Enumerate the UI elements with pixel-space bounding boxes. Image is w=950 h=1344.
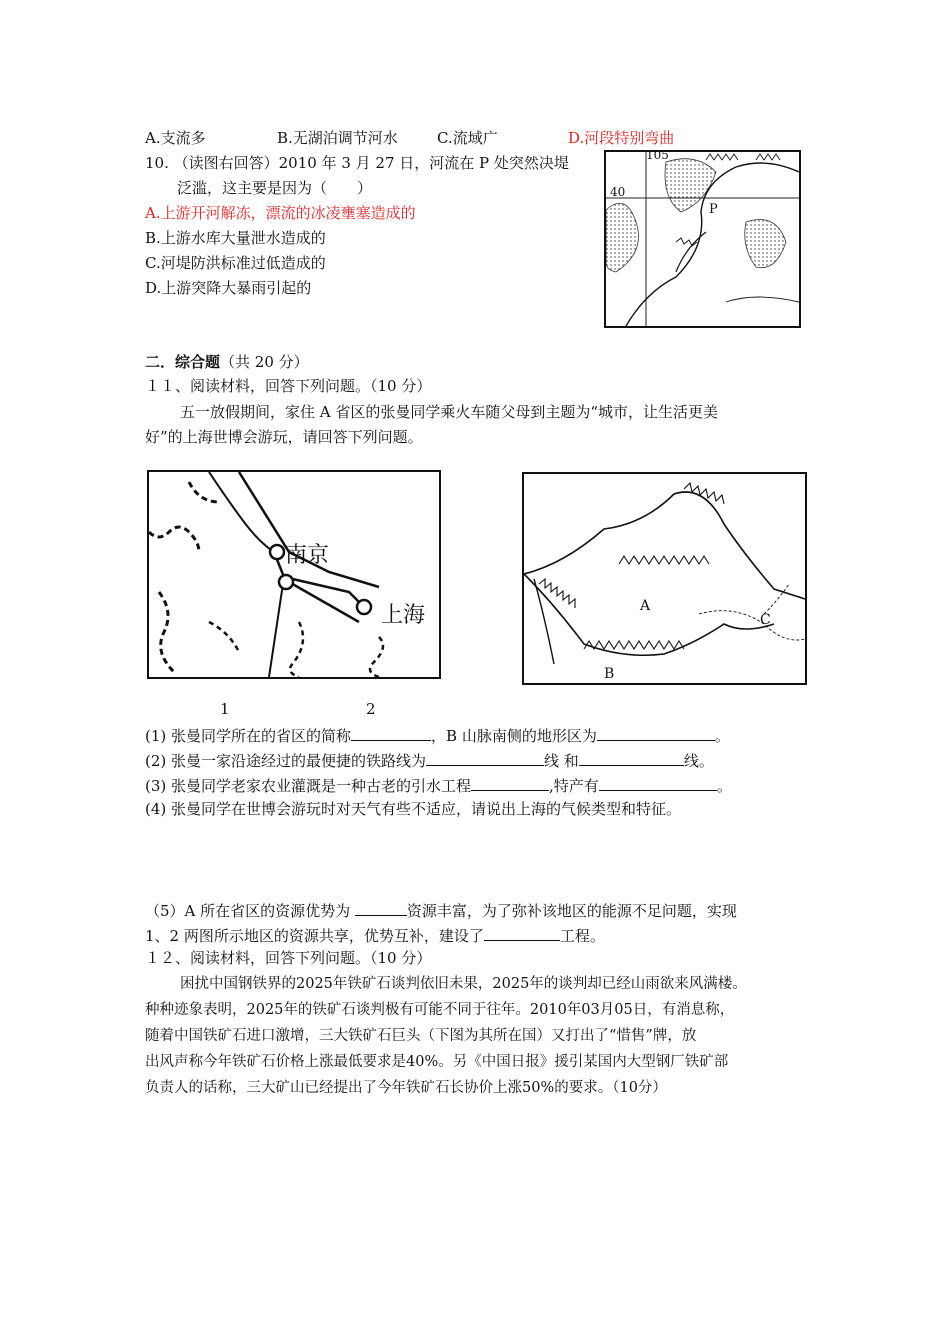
- q10-option-c: C.河堤防洪标准过低造成的: [145, 254, 326, 272]
- q11-sub3-text-c: 。: [716, 777, 732, 795]
- q11-map-1-drawing: [149, 472, 439, 677]
- q12-line2: 种种迹象表明，2025年的铁矿石谈判极有可能不同于往年。2010年03月05日，有消息称，: [145, 1002, 735, 1018]
- q11-map2-label-a: A: [640, 598, 651, 614]
- q9-option-b: B.无湖泊调节河水: [277, 129, 398, 147]
- q10-option-a: A.上游开河解冻，漂流的冰凌壅塞造成的: [145, 204, 416, 222]
- q11-sub4: (4) 张曼同学在世博会游玩时对天气有些不适应，请说出上海的气候类型和特征。: [145, 800, 682, 818]
- q12-line4: 出风声称今年铁矿石价格上涨最低要求是40%。另《中国日报》援引某国内大型钢厂铁矿部: [145, 1054, 729, 1070]
- q11-sub3-blank-1[interactable]: [471, 774, 549, 791]
- q12-line3: 随着中国铁矿石进口激增，三大铁矿石巨头（下图为其所在国）又打出了“惜售”牌，放: [145, 1028, 697, 1044]
- q12-heading: １２、阅读材料，回答下列问题。（10 分）: [145, 949, 432, 967]
- q11-sub1-text-c: 。: [714, 727, 730, 745]
- q11-sub5-blank-1[interactable]: [355, 899, 407, 916]
- q10-map-label-105: 105: [646, 148, 669, 162]
- q11-sub2-blank-1[interactable]: [426, 749, 544, 766]
- q11-sub2-text-a: (2) 张曼一家沿途经过的最便捷的铁路线为: [145, 752, 427, 770]
- q10-map-drawing: [606, 152, 799, 326]
- q11-sub2-blank-2[interactable]: [579, 749, 684, 766]
- q11-map2-label-c: C: [760, 612, 771, 628]
- q11-sub3: [145, 774, 732, 796]
- q11-sub1-blank-1[interactable]: [351, 724, 431, 741]
- q11-material-line1: 五一放假期间，家住 A 省区的张曼同学乘火车随父母到主题为“城市，让生活更美: [180, 403, 719, 421]
- q11-sub1-text-b: ，B 山脉南侧的地形区为: [431, 727, 597, 745]
- q10-map-label-40: 40: [610, 185, 626, 199]
- q11-sub2-text-b: 线 和: [544, 752, 579, 770]
- q12-line5: 负责人的话称，三大矿山已经提出了今年铁矿石长协价上涨50%的要求。（10分）: [145, 1080, 667, 1096]
- q11-sub1: [145, 724, 730, 746]
- q11-sub5-text-d: 工程。: [559, 927, 605, 945]
- q11-sub2-text-c: 线。: [683, 752, 714, 770]
- q11-map-2-drawing: [524, 474, 805, 683]
- q10-option-d: D.上游突降大暴雨引起的: [145, 279, 312, 297]
- section2-title-text: 二．综合题: [145, 353, 221, 371]
- q10-stem-line2: 泛滥，这主要是因为（ ）: [177, 179, 373, 197]
- q11-sub5-text-a: （5）A 所在省区的资源优势为: [145, 902, 355, 920]
- q9-option-a: A.支流多: [145, 129, 206, 147]
- q11-map1-number: 1: [220, 700, 230, 718]
- q11-map2-number: 2: [366, 700, 376, 718]
- q11-map-2: [522, 472, 807, 685]
- q11-heading: １１、阅读材料，回答下列问题。（10 分）: [145, 377, 432, 395]
- q11-map2-label-b: B: [604, 666, 615, 682]
- q9-option-c: C.流域广: [437, 129, 498, 147]
- q11-sub3-text-a: (3) 张曼同学老家农业灌溉是一种古老的引水工程: [145, 777, 472, 795]
- q10-stem-line1: 10. （读图右回答）2010 年 3 月 27 日，河流在 P 处突然决堤: [145, 154, 569, 172]
- q11-sub5-text-c: 1、2 两图所示地区的资源共享，优势互补，建设了: [145, 927, 484, 945]
- q12-line1: 困扰中国钢铁界的2025年铁矿石谈判依旧未果，2025年的谈判却已经山雨欲来风满楼。: [180, 976, 747, 992]
- section2-points: （共 20 分）: [220, 353, 309, 371]
- q11-sub5-blank-2[interactable]: [484, 924, 560, 941]
- q11-sub1-text-a: (1) 张曼同学所在的省区的简称: [145, 727, 352, 745]
- q10-map-label-p: P: [709, 202, 718, 217]
- q11-map1-label-shanghai: 上海: [381, 603, 426, 628]
- q11-sub5-line2: [145, 924, 605, 946]
- q11-map1-label-nanjing: 南京: [285, 543, 330, 568]
- q11-sub3-text-b: ,特产有: [549, 777, 599, 795]
- section2-title: [145, 352, 309, 372]
- q11-sub1-blank-2[interactable]: [597, 724, 715, 741]
- q10-option-b: B.上游水库大量泄水造成的: [145, 229, 326, 247]
- q11-sub5-line1: [145, 899, 737, 921]
- q11-material-line2: 好”的上海世博会游玩，请回答下列问题。: [145, 428, 423, 446]
- q11-map-1: [147, 470, 441, 679]
- q11-sub2: [145, 749, 714, 771]
- q10-river-map: [604, 150, 801, 328]
- q11-sub3-blank-2[interactable]: [599, 774, 717, 791]
- q9-option-d: D.河段特别弯曲: [568, 129, 675, 147]
- q11-sub5-text-b: 资源丰富，为了弥补该地区的能源不足问题，实现: [406, 902, 737, 920]
